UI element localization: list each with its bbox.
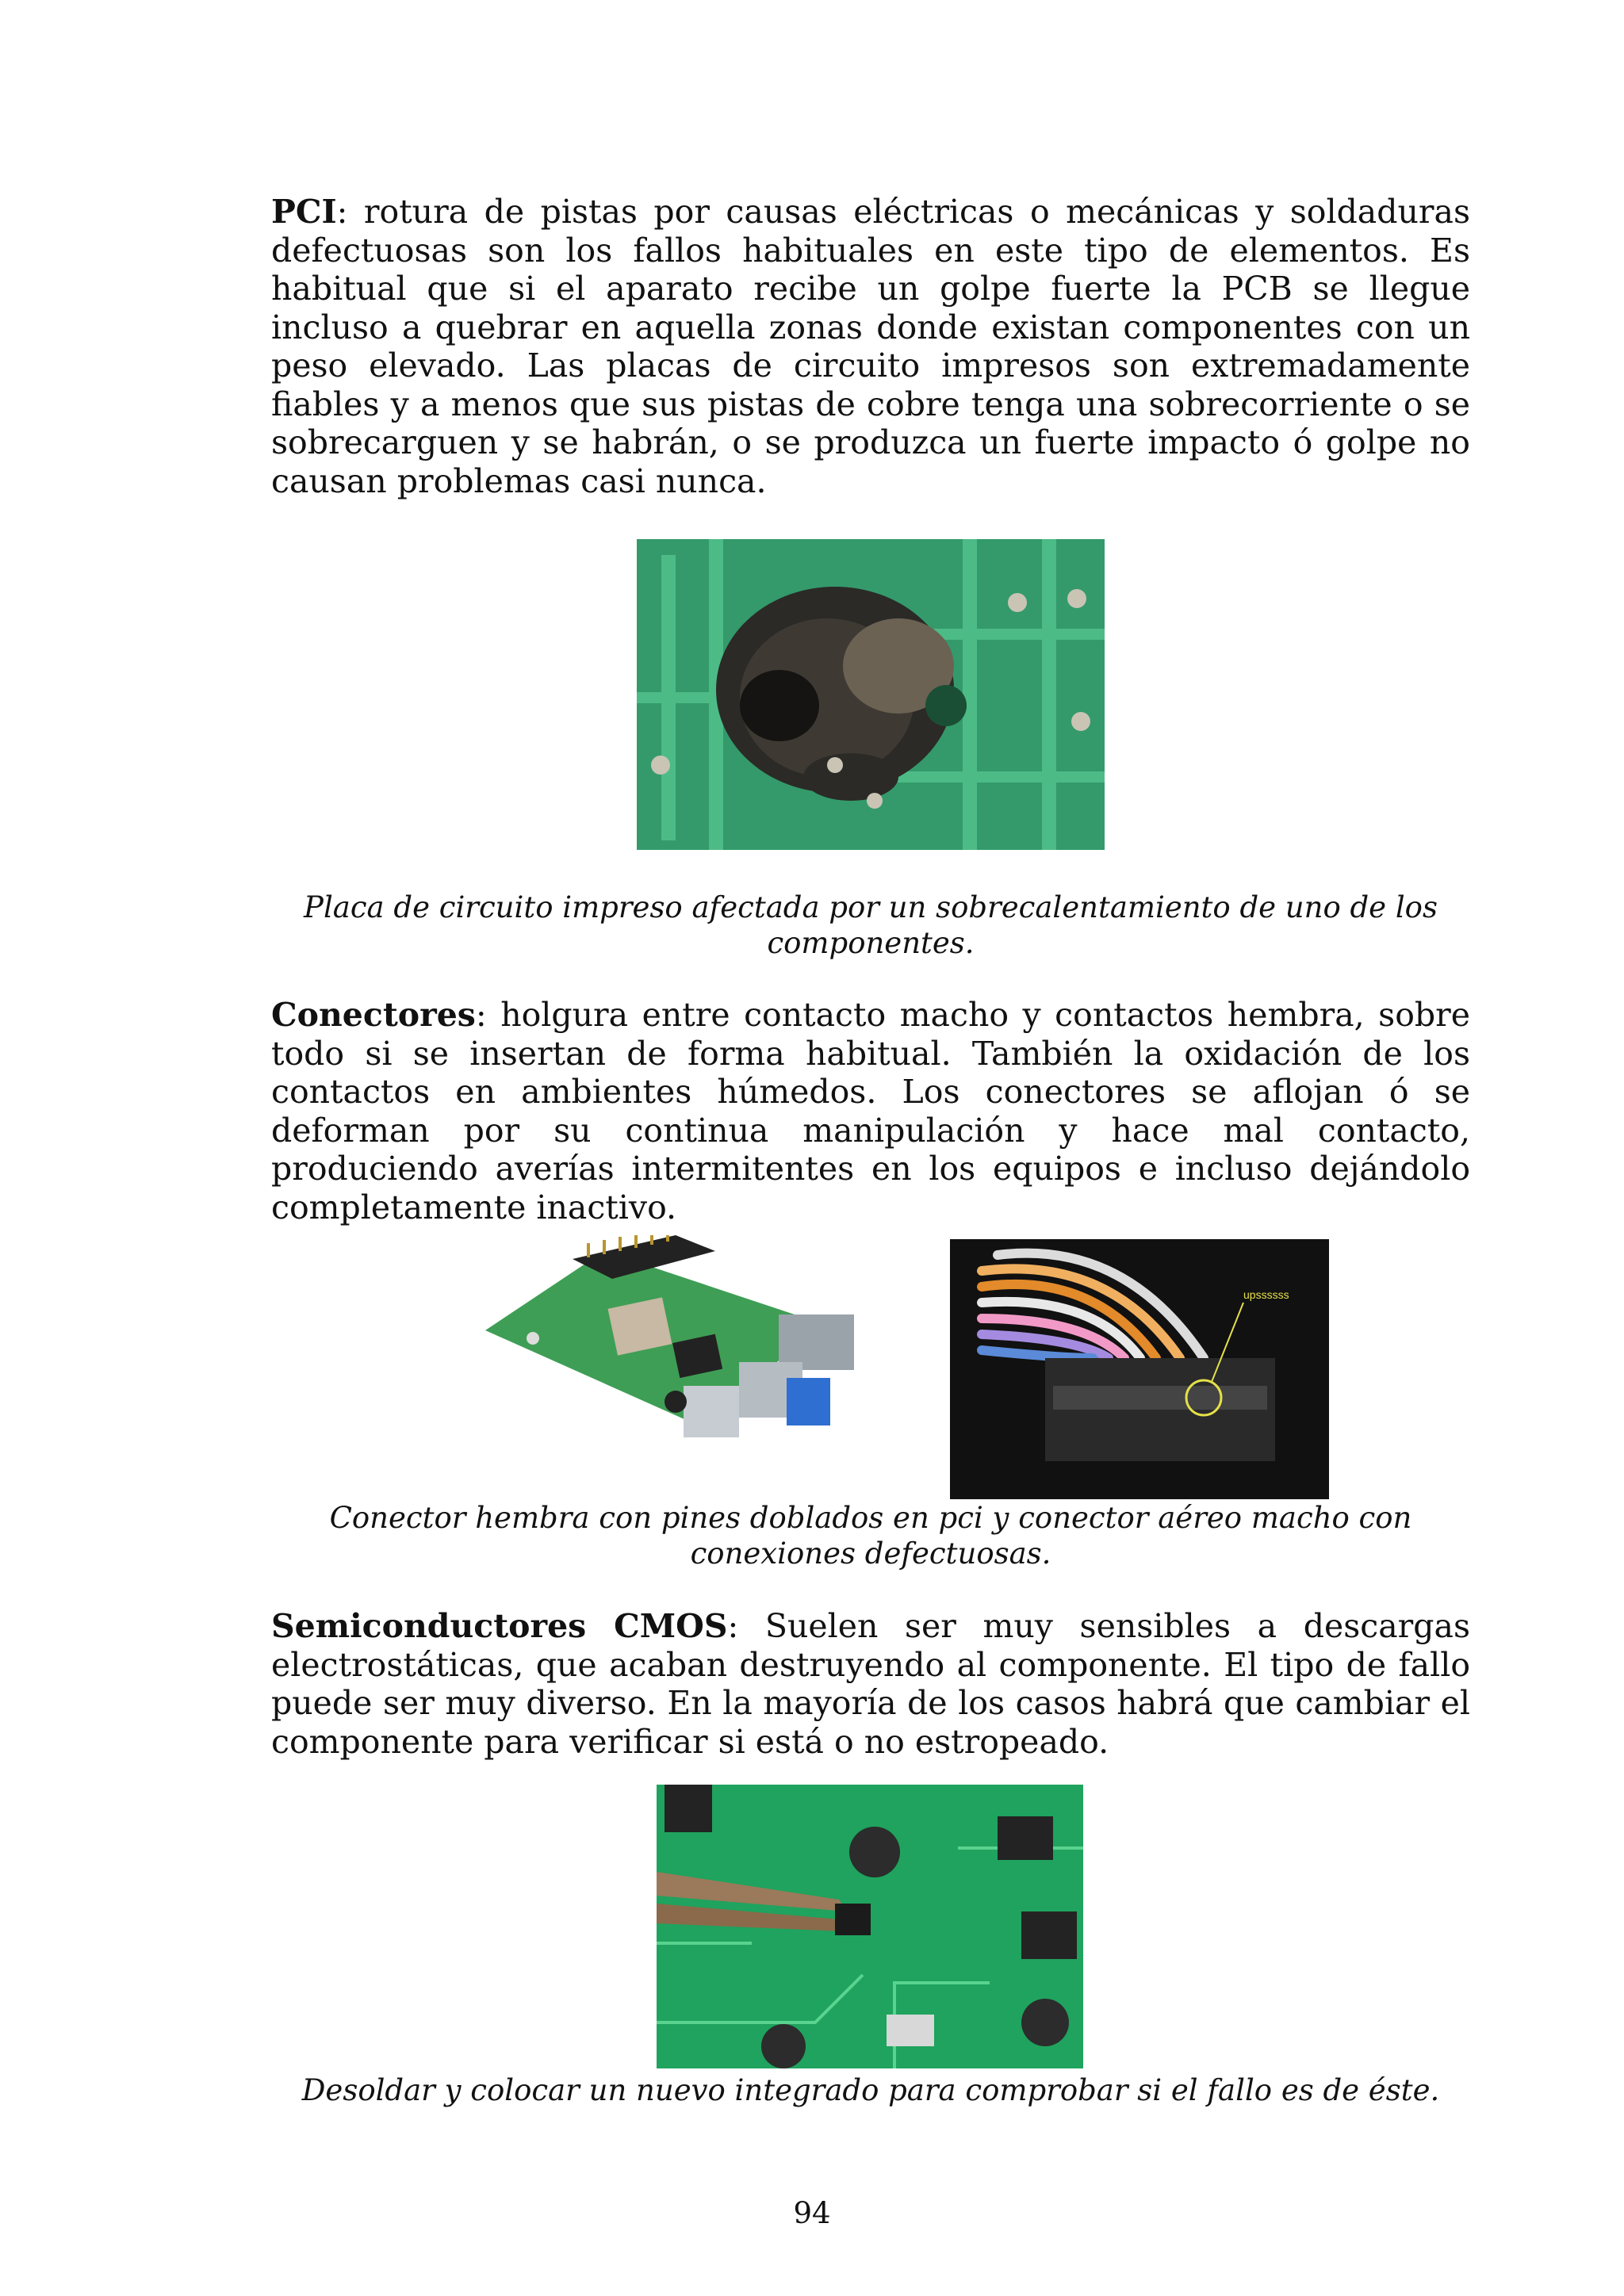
pci-caption: Placa de circuito impreso afectada por un sobrecalentamiento de uno de los componentes. <box>304 890 1438 960</box>
board-connector-photo <box>477 1235 864 1473</box>
conectores-term: Conectores <box>271 996 476 1034</box>
cmos-caption: Desoldar y colocar un nuevo integrado para comprobar si el fallo es de éste. <box>301 2073 1440 2107</box>
pci-text: : rotura de pistas por causas eléctricas o mecánicas y soldaduras defectuosas son los fallos habituales en este tipo de elementos. Es habitual que si el aparato recibe un golpe fuerte la PCB se llegue incluso a quebrar en aquella zonas donde existan componentes con un peso elevado. Las placas de circuito impresos son extremadamente fiables y a menos que sus pistas de cobre tenga una sobrecorriente o se sobrecarguen y se habrán, o se produzca un fuerte impacto ó golpe no causan problemas casi nunca. <box>271 193 1470 500</box>
soldering-photo <box>657 1785 1083 2068</box>
cmos-term: Semiconductores CMOS <box>271 1607 728 1645</box>
conectores-caption: Conector hembra con pines doblados en pci y conector aéreo macho con conexiones defectuosas. <box>329 1501 1412 1571</box>
page-number: 94 <box>793 2196 831 2230</box>
burned-pcb-photo <box>637 539 1105 850</box>
cmos-paragraph <box>271 1607 1470 1761</box>
image-annotation: upssssss <box>1243 1288 1289 1301</box>
pci-paragraph <box>271 193 1470 500</box>
conectores-paragraph <box>271 996 1470 1226</box>
wired-connector-photo <box>950 1239 1329 1499</box>
cmos-text: : Suelen ser muy sensibles a descargas electrostáticas, que acaban destruyendo al componente. El tipo de fallo puede ser muy diverso. En la mayoría de los casos habrá que cambiar el componente para verificar si está o no estropeado. <box>271 1607 1470 1761</box>
pci-term: PCI <box>271 193 337 231</box>
conectores-text: : holgura entre contacto macho y contactos hembra, sobre todo si se insertan de forma habitual. También la oxidación de los contactos en ambientes húmedos. Los conectores se aflojan ó se deforman por su continua manipulación y hace mal contacto, produciendo averías intermitentes en los equipos e incluso dejándolo completamente inactivo. <box>271 996 1470 1226</box>
